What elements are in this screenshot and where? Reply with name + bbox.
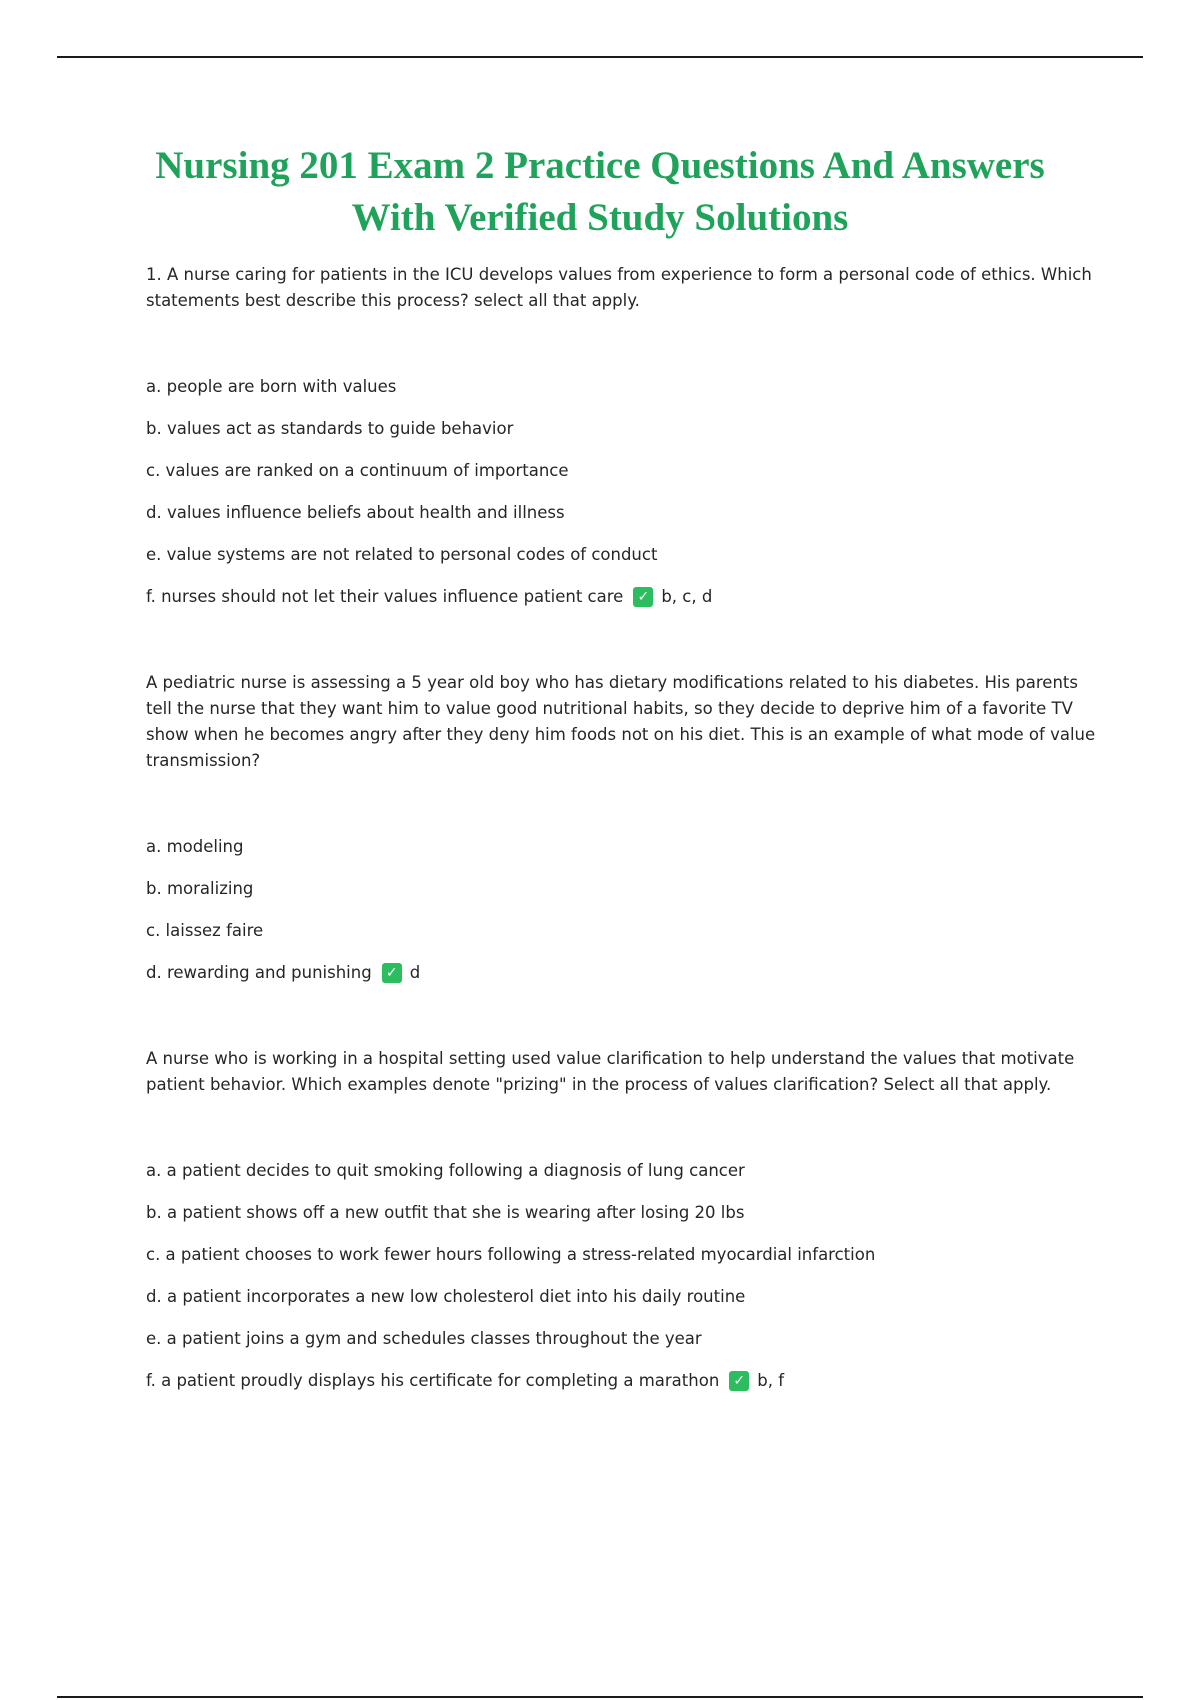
option-item: c. laissez faire [146,921,264,940]
check-icon: ✓ [633,587,653,607]
option-item: e. a patient joins a gym and schedules classes throughout the year [146,1329,702,1348]
title-line-1: Nursing 201 Exam 2 Practice Questions And Answers [155,144,1045,187]
option-item: f. nurses should not let their values influence patient care ✓ b, c, d [146,584,1096,610]
option-list [146,834,1096,986]
option-item: d. values influence beliefs about health and illness [146,503,565,522]
question-block-2 [146,670,1096,986]
option-item: c. a patient chooses to work fewer hours following a stress-related myocardial infarction [146,1245,876,1264]
question-text: A nurse who is working in a hospital setting used value clarification to help understand the values that motivate patient behavior. Which examples denote "prizing" in the process of values clarification? Select all that apply. [146,1049,1075,1094]
check-icon: ✓ [382,963,402,983]
option-item: e. value systems are not related to personal codes of conduct [146,545,658,564]
question-block-1 [146,262,1096,610]
bottom-rule [57,1696,1143,1698]
option-item: a. a patient decides to quit smoking following a diagnosis of lung cancer [146,1161,745,1180]
option-item: a. people are born with values [146,377,397,396]
title-line-2: With Verified Study Solutions [351,196,849,239]
option-item: f. a patient proudly displays his certificate for completing a marathon ✓ b, f [146,1368,1096,1394]
top-rule [57,56,1143,58]
option-item: c. values are ranked on a continuum of importance [146,461,569,480]
option-item: b. a patient shows off a new outfit that she is wearing after losing 20 lbs [146,1203,745,1222]
option-item: a. modeling [146,837,244,856]
question-text: A pediatric nurse is assessing a 5 year old boy who has dietary modifications related to his diabetes. His parents tell the nurse that they want him to value good nutritional habits, so they decide to deprive him of a favorite TV show when he becomes angry after they deny him foods not on his diet. This is an example of what mode of value transmission? [146,673,1096,770]
option-item: d. a patient incorporates a new low cholesterol diet into his daily routine [146,1287,746,1306]
check-icon: ✓ [729,1371,749,1391]
option-item: d. rewarding and punishing ✓ d [146,960,1096,986]
option-list [146,374,1096,610]
option-item: b. moralizing [146,879,254,898]
answer-key: d [409,963,421,982]
question-block-3 [146,1046,1096,1394]
page-title [100,140,1100,244]
answer-key: b, f [757,1371,785,1390]
option-item: b. values act as standards to guide behavior [146,419,514,438]
answer-key: b, c, d [661,587,713,606]
question-text: 1. A nurse caring for patients in the ICU develops values from experience to form a personal code of ethics. Which statements best describe this process? select all that apply. [146,265,1092,310]
questions-container [146,262,1096,1454]
option-list [146,1158,1096,1394]
